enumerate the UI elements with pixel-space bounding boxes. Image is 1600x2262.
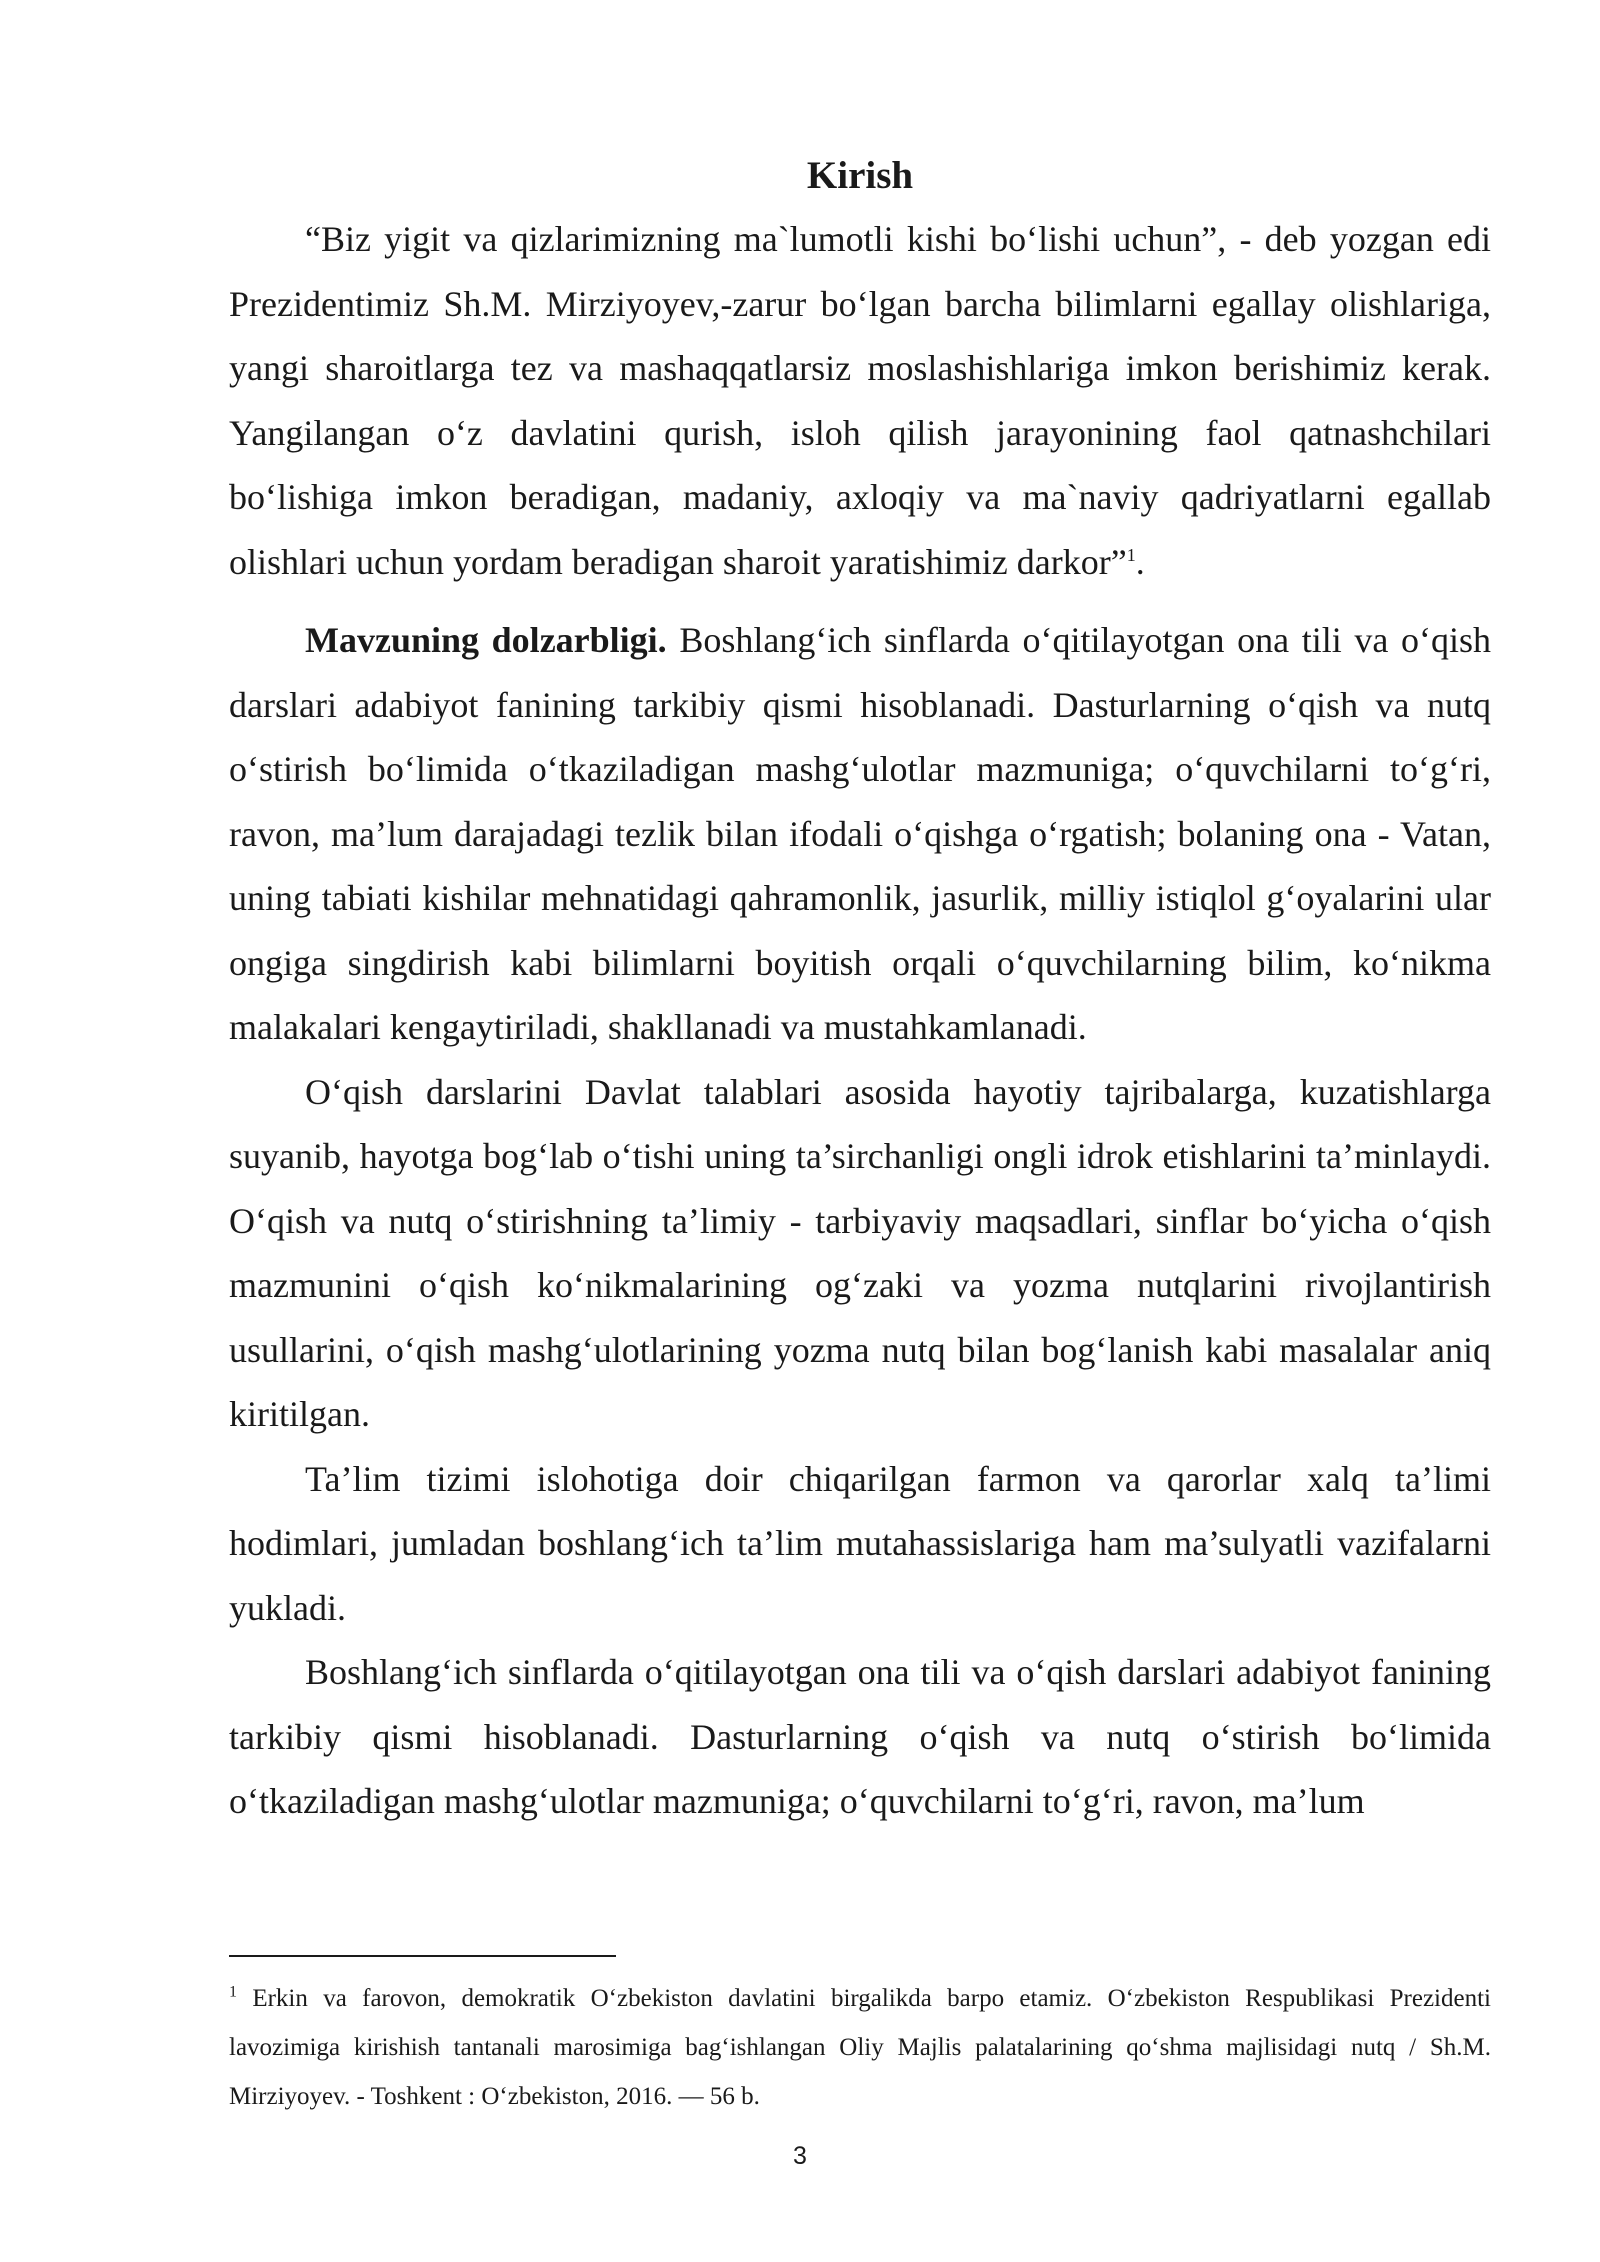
body-paragraph: O‘qish darslarini Davlat talablari asosida hayotiy tajribalarga, kuzatishlarga suyanib, hayotga bog‘lab o‘tishi uning ta’sirchanligi ongli idrok etishlarini ta’minlaydi. O‘qish va nutq o‘stirishning ta’limiy - tarbiyaviy maqsadlari, sinflar bo‘yicha o‘qish mazmunini o‘qish ko‘nikmalarining og‘zaki va yozma nutqlarini rivojlantirish usullarini, o‘qish mashg‘ulotlarining yozma nutq bilan bog‘lanish kabi masalalar aniq kiritilgan. <box>229 1071 1491 1434</box>
relevance-paragraph <box>229 608 1491 1060</box>
page-number: 3 <box>793 2142 807 2170</box>
quote-text: “Biz yigit va qizlarimizning ma`lumotli kishi bo‘lishi uchun”, - deb yozgan edi Prezidentimiz Sh.M. Mirziyoyev,-zarur bo‘lgan barcha bilimlarni egallay olishlariga, yangi sharoitlarga tez va mashaqqatlarsiz moslashishlariga imkon berishimiz kerak. Yangilangan o‘z davlatini qurish, isloh qilish jarayonining faol qatnashchilari bo‘lishiga imkon beradigan, madaniy, axloqiy va ma`naviy qadriyatlarni egallab olishlari uchun yordam beradigan sharoit yaratishimiz darkor” <box>229 219 1491 582</box>
body-paragraph: Ta’lim tizimi islohotiga doir chiqarilgan farmon va qarorlar xalq ta’limi hodimlari, jumladan boshlang‘ich ta’lim mutahassislariga ham ma’sulyatli vazifalarni yukladi. <box>229 1458 1491 1628</box>
page-title: Kirish <box>806 154 914 197</box>
body-paragraph: Boshlang‘ich sinflarda o‘qitilayotgan ona tili va o‘qish darslari adabiyot fanining tarkibiy qismi hisoblanadi. Dasturlarning o‘qish va nutq o‘stirish bo‘limida o‘tkaziladigan mashg‘ulotlar mazmuniga; o‘quvchilarni to‘g‘ri, ravon, ma’lum <box>229 1652 1491 1821</box>
quote-paragraph <box>229 207 1491 594</box>
footnote-reference: 1 <box>1126 544 1136 565</box>
document-body <box>229 150 1491 1834</box>
footnote <box>229 1974 1491 2121</box>
relevance-heading: Mavzuning dolzarbligi. <box>305 620 667 660</box>
relevance-text: Boshlang‘ich sinflarda o‘qitilayotgan ona tili va o‘qish darslari adabiyot fanining tarkibiy qismi hisoblanadi. Dasturlarning o‘qish va nutq o‘stirish bo‘limida o‘tkaziladigan mashg‘ulotlar mazmuniga; o‘quvchilarni to‘g‘ri, ravon, ma’lum darajadagi tezlik bilan ifodali o‘qishga o‘rgatish; bolaning ona - Vatan, uning tabiati kishilar mehnatidagi qahramonlik, jasurlik, milliy istiqlol g‘oyalarini ular ongiga singdirish kabi bilimlarni boyitish orqali o‘quvchilarning bilim, ko‘nikma malakalari kengaytiriladi, shakllanadi va mustahkamlanadi. <box>229 620 1491 1047</box>
footnote-text: Erkin va farovon, demokratik O‘zbekiston davlatini birgalikda barpo etamiz. O‘zbekiston Respublikasi Prezidenti lavozimiga kirishish tantanali marosimiga bag‘ishlangan Oliy Majlis palatalarining qo‘shma majlisidagi nutq / Sh.M. Mirziyoyev. - Toshkent : O‘zbekiston, 2016. — 56 b. <box>229 1985 1491 2110</box>
footnote-marker: 1 <box>229 1983 237 2001</box>
quote-end: . <box>1135 541 1145 582</box>
footnote-separator <box>229 1955 616 1957</box>
